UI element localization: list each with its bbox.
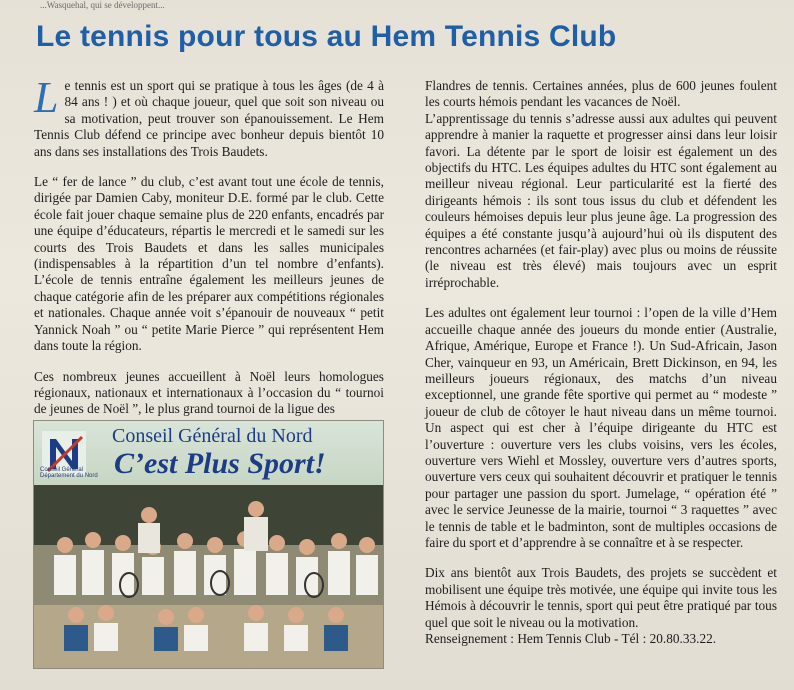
article-title: Le tennis pour tous au Hem Tennis Club (36, 20, 617, 53)
banner-line-2: C’est Plus Sport! (114, 447, 326, 480)
banner-line-1: Conseil Général du Nord (112, 425, 313, 447)
logo-caption: Conseil Général Département du Nord (40, 467, 98, 479)
children-group-illustration (34, 485, 383, 668)
photo-banner (34, 421, 383, 485)
club-photo (33, 420, 384, 669)
intro-paragraph (34, 73, 384, 160)
paragraph-ecole: Le “ fer de lance ” du club, c’est avant tout une école de tennis, dirigée par Damien Caby, moniteur D.E. formé par le club. Cette école fait jouer chaque semaine plus de 220 enfants, encadrés par une équipe d’éducateurs, répartis le mercredi et le samedi sur les courts des Trois Baudets et dans les salles municipales (indispensables à la répartition d’un tel nombre d’enfants). L’école de tennis entraîne également les meilleurs jeunes de chaque catégorie afin de les préparer aux compétitions régionales et nationales. Chaque année voit s’épanouir de nouveaux “ petit Yannick Noah ” ou “ petite Marie Pierce ” qui représentent Hem dans toute la région. (34, 174, 384, 354)
paragraph-noel: Ces nombreux jeunes accueillent à Noël leurs homologues régionaux, nationaux et internationaux à l’occasion du “ tournoi de jeunes de Noël ”, le plus grand tournoi de la ligue des (34, 368, 384, 417)
dropcap: L (34, 73, 59, 122)
left-column (34, 73, 384, 432)
intro-text: e tennis est un sport qui se pratique à tous les âges (de 4 à 84 ans ! ) et où chaque joueur, quel que soit son niveau ou sa motivation, peut trouver son épanouissement. Le Hem Tennis Club défend ce principe avec bonheur depuis bientôt 10 ans dans ses installations des Trois Baudets. (34, 78, 384, 159)
paragraph-flandres: Flandres de tennis. Certaines années, plus de 600 jeunes foulent les courts hémois pendant les vacances de Noël. (425, 78, 777, 110)
group-photo-scene (34, 485, 383, 668)
paragraph-open: Les adultes ont également leur tournoi : l’open de la ville d’Hem accueille chaque année des joueurs du monde entier (Australie, Afrique, Amérique, Europe et France !). Un Sud-Africain, Jason Cher, vainqueur en 93, un Américain, Brett Dickinson, en 94, les meilleurs joueurs régionaux, des matchs d’un niveau exceptionnel, une grande fête sportive qui permet au “ modeste ” joueur de club de côtoyer le haut niveau dans un même tournoi. Un aspect qui est cher à l’équipe dirigeante du HTC est l’ouverture : ouverture vers les clubs voisins, vers les écoles, ouverture vers Wiehl et Mossley, ouverture vers d’autres sports, ouverture vers ceux qui souhaitent découvrir et pratiquer le tennis pour partager une passion du sport. Jumelage, “ opération été ” avec le service Jeunesse de la mairie, tournoi “ 3 raquettes ” avec le tennis de table et le badminton, sont de multiples occasions de faire du sport et d’apprendre à se connaître et à se respecter. (425, 305, 777, 550)
contact-line: Renseignement : Hem Tennis Club - Tél : 20.80.33.22. (425, 631, 717, 646)
paragraph-adultes: L’apprentissage du tennis s’adresse aussi aux adultes qui peuvent apprendre à manier la raquette et progresser ainsi dans leur loisir favori. La détente par le sport de loisir est également un des objectifs du HTC. Les équipes adultes du HTC sont également au meilleur niveau régional. Leur particularité est la fierté des dirigeants hémois : ils sont tous issus du club et défendent les couleurs hémoises depuis leur plus jeune âge. La progression des équipes a été constante jusqu’à aujourd’hui où ils disputent des rencontres acharnées (et fair-play) avec plus ou moins de réussite (le niveau est très élevé) mais toujours avec un esprit irréprochable. (425, 110, 777, 290)
right-column (425, 78, 777, 647)
previous-article-fragment: ...Wasquehal, qui se développent... (40, 0, 165, 10)
paragraph-dix-ans: Dix ans bientôt aux Trois Baudets, des projets se succèdent et mobilisent une équipe très motivée, une équipe qui invite tous les Hémois à découvrir le tennis, sport qui peut être pratiqué par tous quel que soit le niveau ou la motivation. (425, 565, 777, 630)
